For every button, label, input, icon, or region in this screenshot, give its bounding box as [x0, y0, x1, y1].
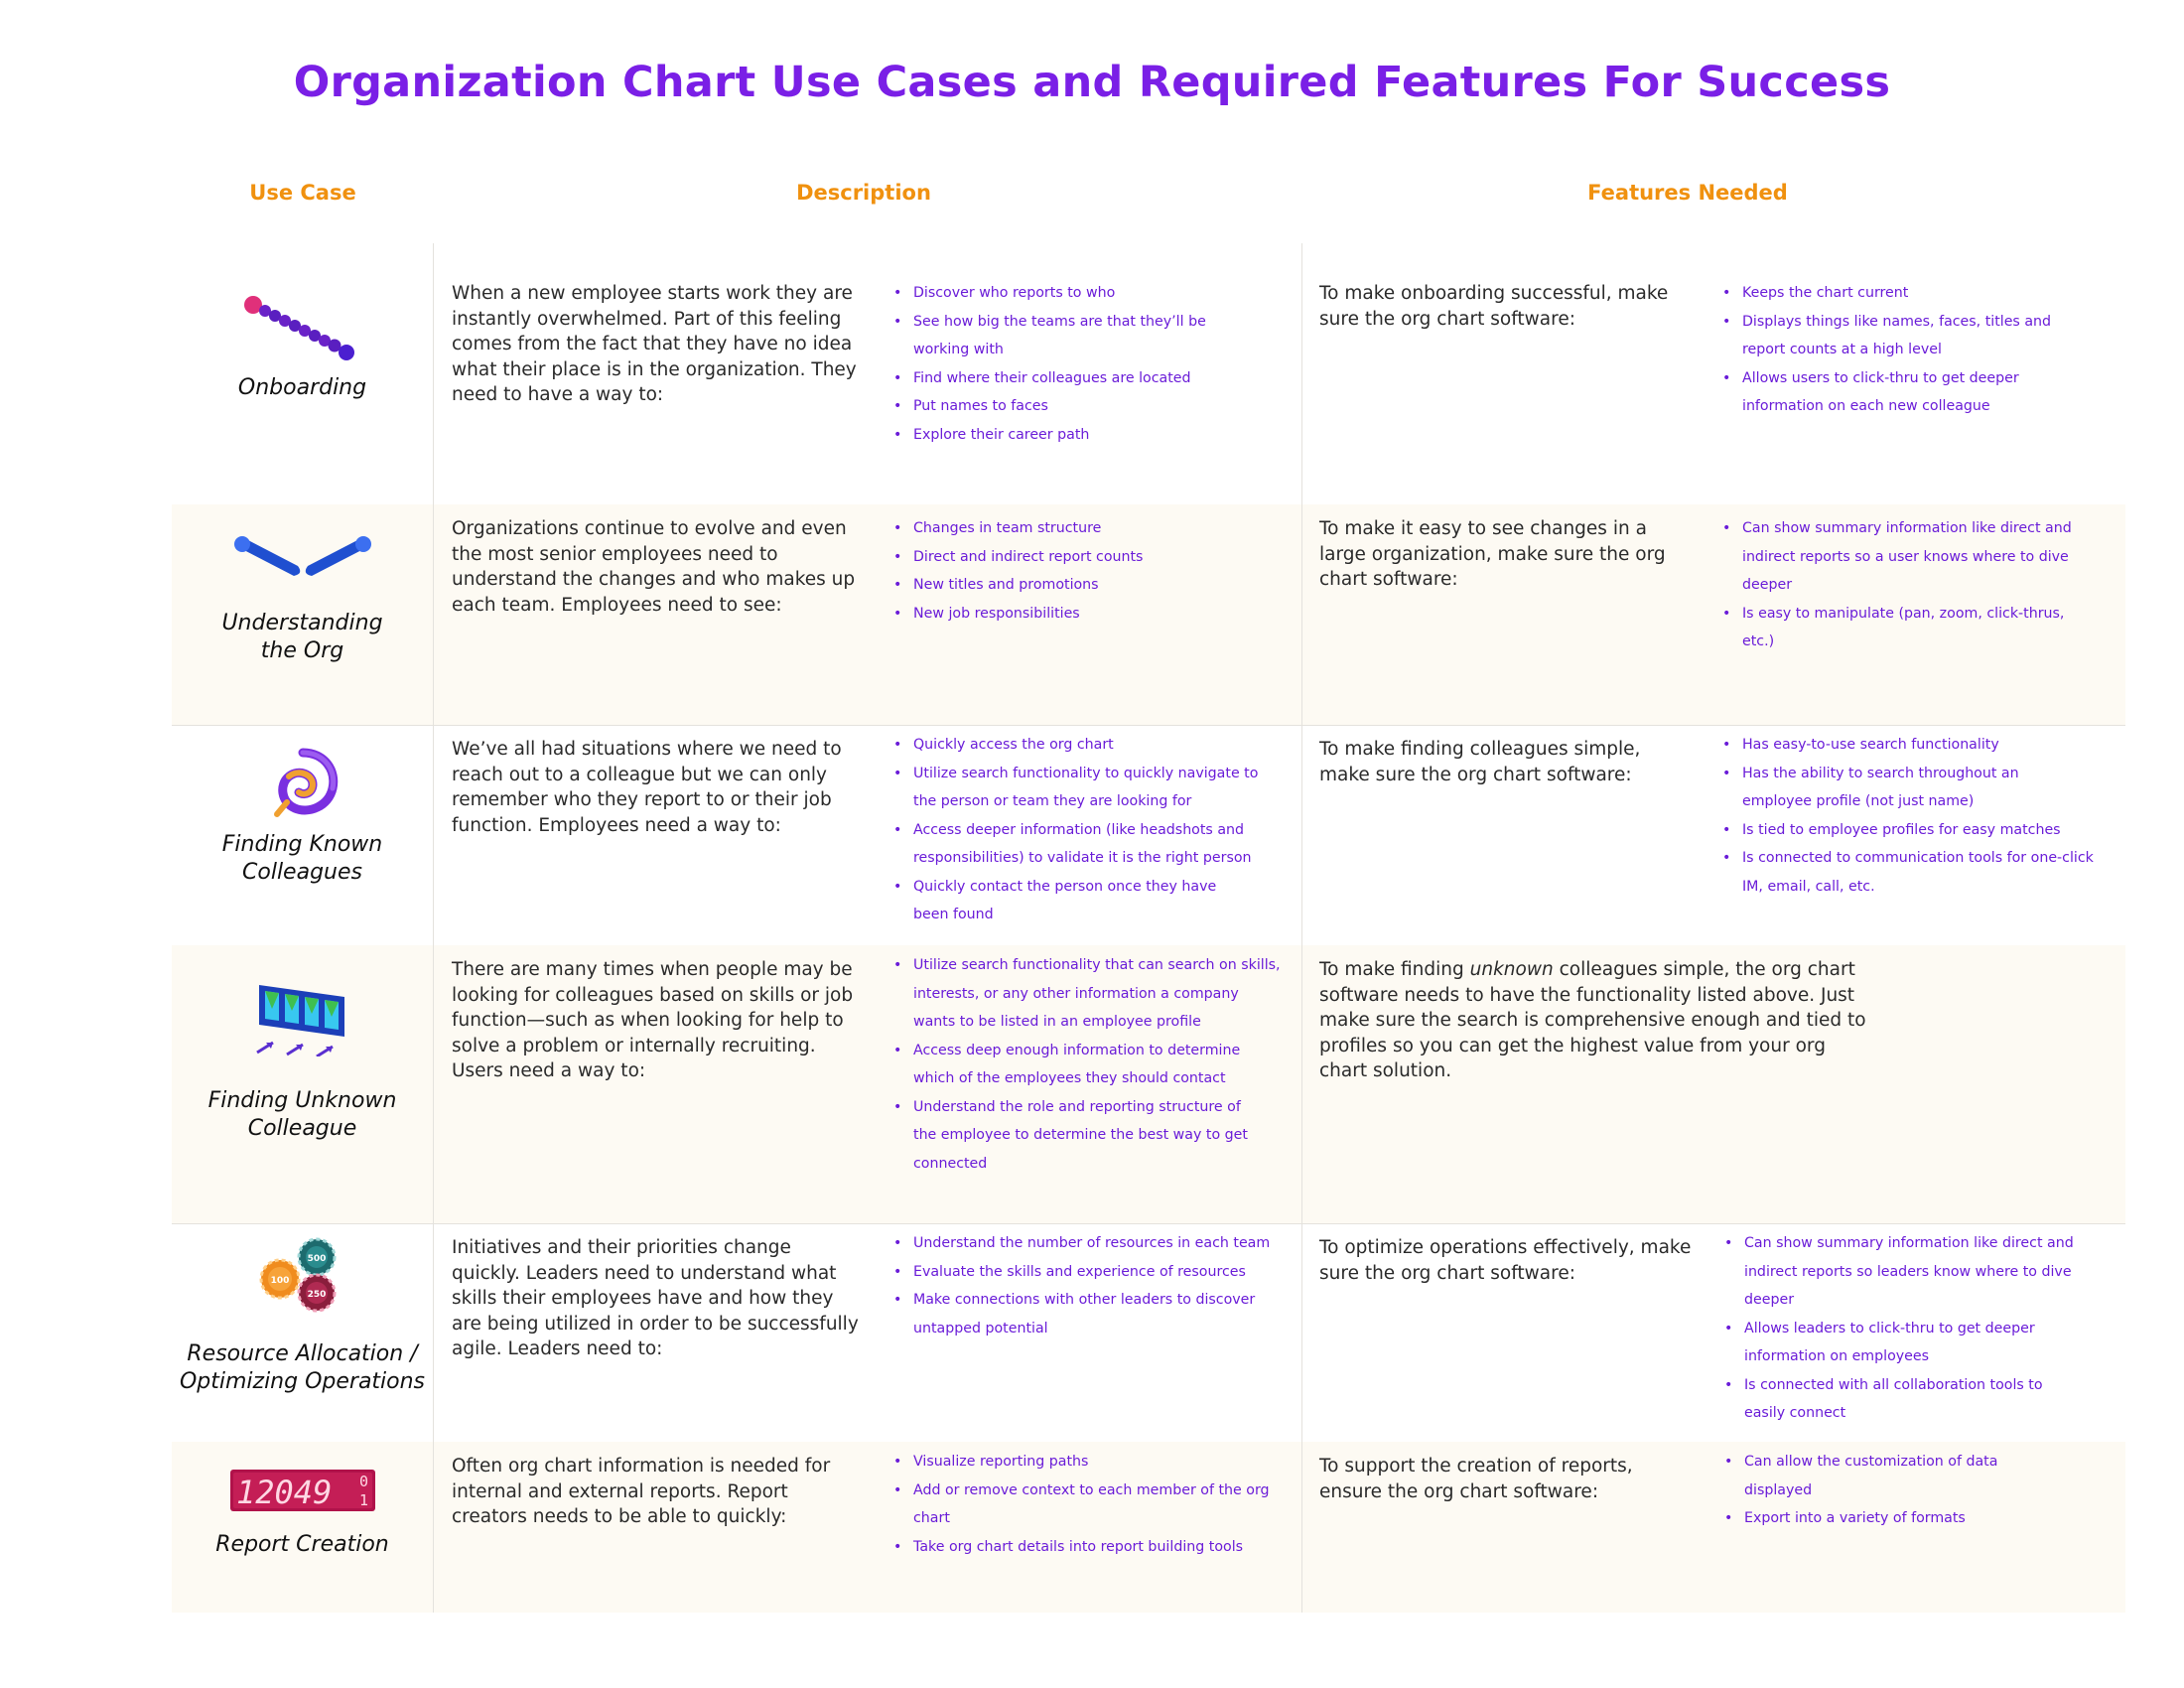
features-text: To support the creation of reports, ensure the org chart software: [1319, 1456, 1633, 1502]
features-text: To make finding colleagues simple, make sure the org chart software: [1319, 739, 1641, 785]
list-item: • Is connected with all collaboration tools to easily connect [1724, 1371, 2072, 1428]
column-header-description: Description [796, 181, 931, 205]
page-title: Organization Chart Use Cases and Required Features For Success [293, 58, 1891, 107]
column-header-features: Features Needed [1587, 181, 1788, 205]
list-item: • Add or remove context to each member of the org chart [893, 1477, 1271, 1533]
use-case-label: Finding Unknown [207, 1088, 397, 1113]
use-case-label: Understanding [221, 611, 383, 635]
description-bullets [893, 1229, 1271, 1342]
list-item: • Displays things like names, faces, titles and report counts at a high level [1722, 308, 2070, 364]
table-row-resource-allocation [172, 1223, 2125, 1443]
pinball-flippers-icon [172, 532, 433, 582]
use-case-label: Resource Allocation / [187, 1341, 418, 1366]
bumpers-icon [172, 1237, 433, 1315]
list-item: • Has the ability to search throughout an employee profile (not just name) [1722, 760, 2060, 816]
drop-targets-icon [172, 981, 433, 1056]
table-row-understanding-the-org [172, 504, 2125, 726]
list-item: • Find where their colleagues are located [893, 364, 1211, 393]
features-text: To optimize operations effectively, make sure the org chart software: [1319, 1237, 1692, 1284]
score-display-icon [172, 1468, 433, 1513]
list-item: • Can show summary information like direct and indirect reports so a user knows where to dive deeper [1722, 514, 2090, 600]
list-item: • Take org chart details into report building tools [893, 1533, 1271, 1562]
list-item: • Keeps the chart current [1722, 279, 2110, 308]
list-item: • Allows users to click-thru to get deeper information on each new colleague [1722, 364, 2070, 421]
use-case-label: Finding Known [221, 832, 383, 857]
list-item: • Is easy to manipulate (pan, zoom, click-thrus, etc.) [1722, 600, 2090, 656]
list-item: • Is connected to communication tools for one-click IM, email, call, etc. [1722, 844, 2100, 901]
list-item: • Quickly access the org chart [893, 731, 1271, 760]
bumper-value: 100 [270, 1276, 289, 1286]
description-text: Often org chart information is needed for internal and external reports. Report creators needs to be able to quickly: [452, 1456, 831, 1527]
features-text-part: colleagues simple, the org chart software needs to have the functionality listed above. Just make sure the search is comprehensive enough and tied to profiles so you can get the highest value from your org chart solution. [1319, 959, 1866, 1081]
list-item: • Access deep enough information to determine which of the employees they should contact [893, 1037, 1251, 1093]
description-text: Organizations continue to evolve and even the most senior employees need to understand the changes and who makes up each team. Employees need to see: [452, 518, 856, 616]
description-text: Initiatives and their priorities change quickly. Leaders need to understand what skills their employees have and how they are being utilized in order to be successfully agile. Leaders need to: [452, 1237, 859, 1359]
list-item: • Evaluate the skills and experience of resources [893, 1258, 1271, 1287]
table-row-finding-unknown-colleague [172, 945, 2125, 1224]
use-case-label: Colleague [247, 1116, 357, 1141]
list-item: • Understand the role and reporting structure of the employee to determine the best way to get connected [893, 1093, 1251, 1179]
list-item: • Understand the number of resources in each team [893, 1229, 1271, 1258]
list-item: • Allows leaders to click-thru to get deeper information on employees [1724, 1315, 2072, 1371]
list-item: • Can show summary information like direct and indirect reports so leaders know where to dive deeper [1724, 1229, 2102, 1315]
list-item: • Quickly contact the person once they have been found [893, 873, 1251, 929]
list-item: • See how big the teams are that they’ll be working with [893, 308, 1211, 364]
description-bullets [893, 1448, 1271, 1561]
list-item: • Access deeper information (like headshots and responsibilities) to validate it is the right person [893, 816, 1281, 873]
description-bullets [893, 514, 1271, 628]
list-item: • Utilize search functionality that can search on skills, interests, or any other information a company wants to be listed in an employee profile [893, 951, 1281, 1037]
table-row-onboarding [172, 243, 2125, 505]
list-item: • Make connections with other leaders to discover untapped potential [893, 1286, 1271, 1342]
features-text-part: To make finding [1319, 959, 1470, 980]
use-case-label: Report Creation [215, 1532, 389, 1557]
list-item: • Can allow the customization of data displayed [1724, 1448, 2002, 1504]
features-bullets [1722, 731, 2110, 901]
features-text-emphasis: unknown [1469, 959, 1554, 980]
features-bullets [1724, 1229, 2112, 1428]
description-text: When a new employee starts work they are instantly overwhelmed. Part of this feeling comes from the fact that they have no idea what their place is in the organization. They need to have a way to: [452, 283, 857, 405]
list-item: • Explore their career path [893, 421, 1211, 450]
table-row-finding-known-colleagues [172, 725, 2125, 946]
features-bullets [1722, 514, 2110, 656]
caterpillar-icon [172, 293, 433, 362]
column-header-use-case: Use Case [249, 181, 356, 205]
bumper-value: 500 [307, 1254, 326, 1264]
features-bullets [1724, 1448, 2112, 1533]
score-tail-bottom: 1 [358, 1491, 368, 1509]
list-item: • New titles and promotions [893, 571, 1271, 600]
list-item: • Export into a variety of formats [1724, 1504, 2112, 1533]
features-text: To make it easy to see changes in a large organization, make sure the org chart software: [1319, 518, 1666, 590]
list-item: • Discover who reports to who [893, 279, 1211, 308]
list-item: • Visualize reporting paths [893, 1448, 1271, 1477]
table-row-report-creation [172, 1442, 2125, 1613]
spiral-icon [172, 745, 433, 824]
list-item: • Direct and indirect report counts [893, 543, 1271, 572]
use-case-label: Onboarding [237, 375, 367, 400]
description-bullets [893, 731, 1271, 929]
list-item: • New job responsibilities [893, 600, 1271, 629]
list-item: • Has easy-to-use search functionality [1722, 731, 2110, 760]
features-bullets [1722, 279, 2110, 421]
score-tail-top: 0 [358, 1473, 368, 1490]
list-item: • Put names to faces [893, 392, 1211, 421]
description-text: There are many times when people may be looking for colleagues based on skills or job function—such as when looking for help to solve a problem or internally recruiting. Users need a way to: [452, 959, 854, 1081]
bumper-value: 250 [307, 1290, 326, 1300]
list-item: • Utilize search functionality to quickly navigate to the person or team they are looking for [893, 760, 1271, 816]
list-item: • Changes in team structure [893, 514, 1271, 543]
features-text [1319, 957, 1875, 1084]
use-case-label: the Org [260, 638, 344, 663]
score-value: 12049 [235, 1474, 332, 1511]
features-text: To make onboarding successful, make sure the org chart software: [1319, 283, 1669, 330]
description-bullets [893, 279, 1271, 449]
use-case-label: Optimizing Operations [179, 1369, 426, 1394]
list-item: • Is tied to employee profiles for easy matches [1722, 816, 2110, 845]
description-bullets [893, 951, 1281, 1178]
use-case-label: Colleagues [242, 860, 362, 885]
description-text: We’ve all had situations where we need to reach out to a colleague but we can only remember who they report to or their job function. Employees need a way to: [452, 739, 842, 836]
